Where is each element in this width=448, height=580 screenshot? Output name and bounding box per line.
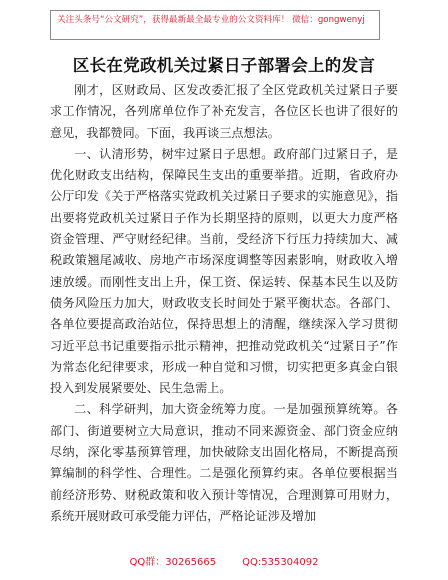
footer-qq: QQ:535304092 (242, 557, 319, 568)
header-banner-text: 关注头条号“公文研究”，获得最新最全最专业的公文资料库！ 微信：gongwenyj (57, 15, 365, 25)
paragraph-section-two: 二、科学研判，加大资金统筹力度。一是加强预算统筹。各部门、街道要树立大局意识，推动不同来源资金、部门资金应纳尽纳，深化零基预算管理，加快破除支出固化格局，不断提高预算编制的科学性、合理性。二是强化预算约束。各单位要根据当前经济形势、财税政策和收入预计等情况，合理测算可用财力，系统开展财政可承受能力评估，严格论证涉及增加 (50, 402, 398, 523)
paragraph-section-one: 一、认清形势，树牢过紧日子思想。政府部门过紧日子，是优化财政支出结构，保障民生支出的重要举措。近期，省政府办公厅印发《关于严格落实党政机关过紧日子要求的实施意见》，指出要将党政机关过紧日子作为长期坚持的原则，以更大力度严格资金管理、严守财经纪律。当前，受经济下行压力持续加大、减税政策翘尾减收、房地产市场深度调整等因素影响，财政收入增速放缓。而刚性支出上升，保工资、保运转、保基本民生以及防债务风险压力加大，财政收支长时间处于紧平衡状态。各部门、各单位要提高政治站位，保持思想上的清醒，继续深入学习贯彻习近平总书记重要指示批示精神，把推动党政机关“过紧日子”作为常态化纪律要求，形成一种自觉和习惯，切实把更多真金白银投入到发展紧要处、民生急需上。 (50, 146, 398, 396)
footer-contact (0, 553, 448, 568)
header-banner (50, 10, 380, 40)
footer-qq-group: QQ群：30265665 (129, 557, 217, 568)
paragraph-opening: 刚才，区财政局、区发改委汇报了全区党政机关过紧日子要求工作情况，各列席单位作了补充发言，各位区长也讲了很好的意见，我都赞同。下面，我再谈三点想法。 (50, 83, 398, 140)
document-title: 区长在党政机关过紧日子部署会上的发言 (72, 56, 376, 75)
document-body (50, 80, 398, 527)
